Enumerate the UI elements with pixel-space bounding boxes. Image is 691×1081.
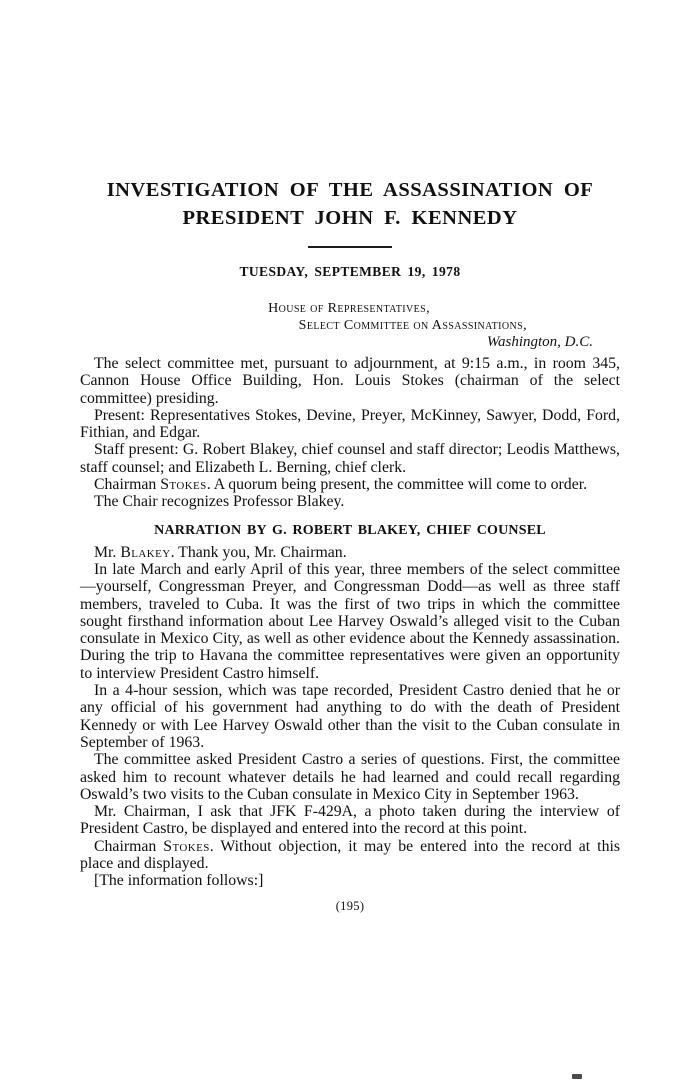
paragraph	[80, 872, 620, 889]
hearing-date: TUESDAY, SEPTEMBER 19, 1978	[239, 264, 461, 279]
document-title	[80, 177, 620, 232]
paragraph	[80, 803, 620, 838]
paragraph-text: Present: Representatives Stokes, Devine, Preyer, McKinney, Sawyer, Dodd, Ford, Fithian, and Edgar.	[80, 406, 620, 442]
title-line-2: PRESIDENT JOHN F. KENNEDY	[182, 206, 518, 229]
paragraph	[80, 838, 620, 873]
paragraph-text: The Chair recognizes Professor Blakey.	[94, 493, 345, 511]
paragraph-text: In a 4-hour session, which was tape recorded, President Castro denied that he or any official of his government had anything to do with the death of President Kennedy or with Lee Harvey Oswald other than the visit to the Cuban consulate in September of 1963.	[80, 682, 620, 751]
paragraph	[80, 561, 620, 682]
paragraph	[80, 355, 620, 407]
paragraph	[80, 476, 620, 493]
hearing-header	[80, 300, 620, 351]
speaker-name: Blakey	[120, 543, 171, 561]
paragraph	[80, 682, 620, 751]
title-divider-rule	[308, 246, 392, 248]
paragraph	[80, 493, 620, 510]
paragraph-text: In late March and early April of this year, three members of the select committee—yourself, Congressman Preyer, and Congressman Dodd—as well as three staff members, traveled to Cuba. It was the first of two trips in which the committee sought firsthand information about Lee Harvey Oswald’s alleged visit to the Cuban consulate in Mexico City, as well as other evidence about the Kennedy assassination. During the trip to Havana the committee representatives were given an opportunity to interview President Castro himself.	[80, 560, 620, 682]
paragraph-text: Chairman	[94, 837, 164, 855]
header-chamber: House of Representatives,	[268, 301, 430, 316]
paragraph	[80, 544, 620, 561]
page-number: (195)	[335, 898, 365, 913]
speaker-name: Stokes	[163, 837, 210, 855]
paragraph	[80, 441, 620, 476]
scan-artifact-mark	[572, 1074, 582, 1079]
text-column	[80, 0, 620, 914]
title-line-1: INVESTIGATION OF THE ASSASSINATION OF	[106, 179, 594, 201]
paragraph-text: The committee asked President Castro a series of questions. First, the committee asked him to recount whatever details he had learned and could recall regarding Oswald’s two visits to the Cuban consulate in Mexico City in September 1963.	[80, 751, 620, 803]
header-committee: Select Committee on Assassinations,	[298, 318, 527, 333]
paragraph-text: . A quorum being present, the committee will come to order.	[206, 476, 588, 494]
paragraph	[80, 407, 620, 442]
header-location: Washington, D.C.	[486, 334, 593, 350]
paragraph-text: [The information follows:]	[94, 872, 264, 890]
paragraph-text: . Without objection, it may be entered into the record at this place and displayed.	[80, 837, 621, 873]
paragraph-text: The select committee met, pursuant to adjournment, at 9:15 a.m., in room 345, Cannon House Office Building, Hon. Louis Stokes (chairman of the select committee) presiding.	[80, 355, 620, 407]
paragraph-text: . Thank you, Mr. Chairman.	[170, 543, 347, 561]
speaker-name: Stokes	[160, 476, 207, 494]
paragraph-text: Mr.	[94, 543, 121, 561]
transcript-body	[80, 355, 620, 890]
paragraph-text: Chairman	[94, 476, 161, 494]
paragraph-text: Mr. Chairman, I ask that JFK F-429A, a photo taken during the interview of President Castro, be displayed and entered into the record at this point.	[80, 803, 620, 838]
section-heading: NARRATION BY G. ROBERT BLAKEY, CHIEF COUNSEL	[154, 522, 546, 538]
paragraph	[80, 751, 620, 803]
paragraph-text: Staff present: G. Robert Blakey, chief counsel and staff director; Leodis Matthews, staff counsel; and Elizabeth L. Berning, chief clerk.	[80, 441, 620, 476]
